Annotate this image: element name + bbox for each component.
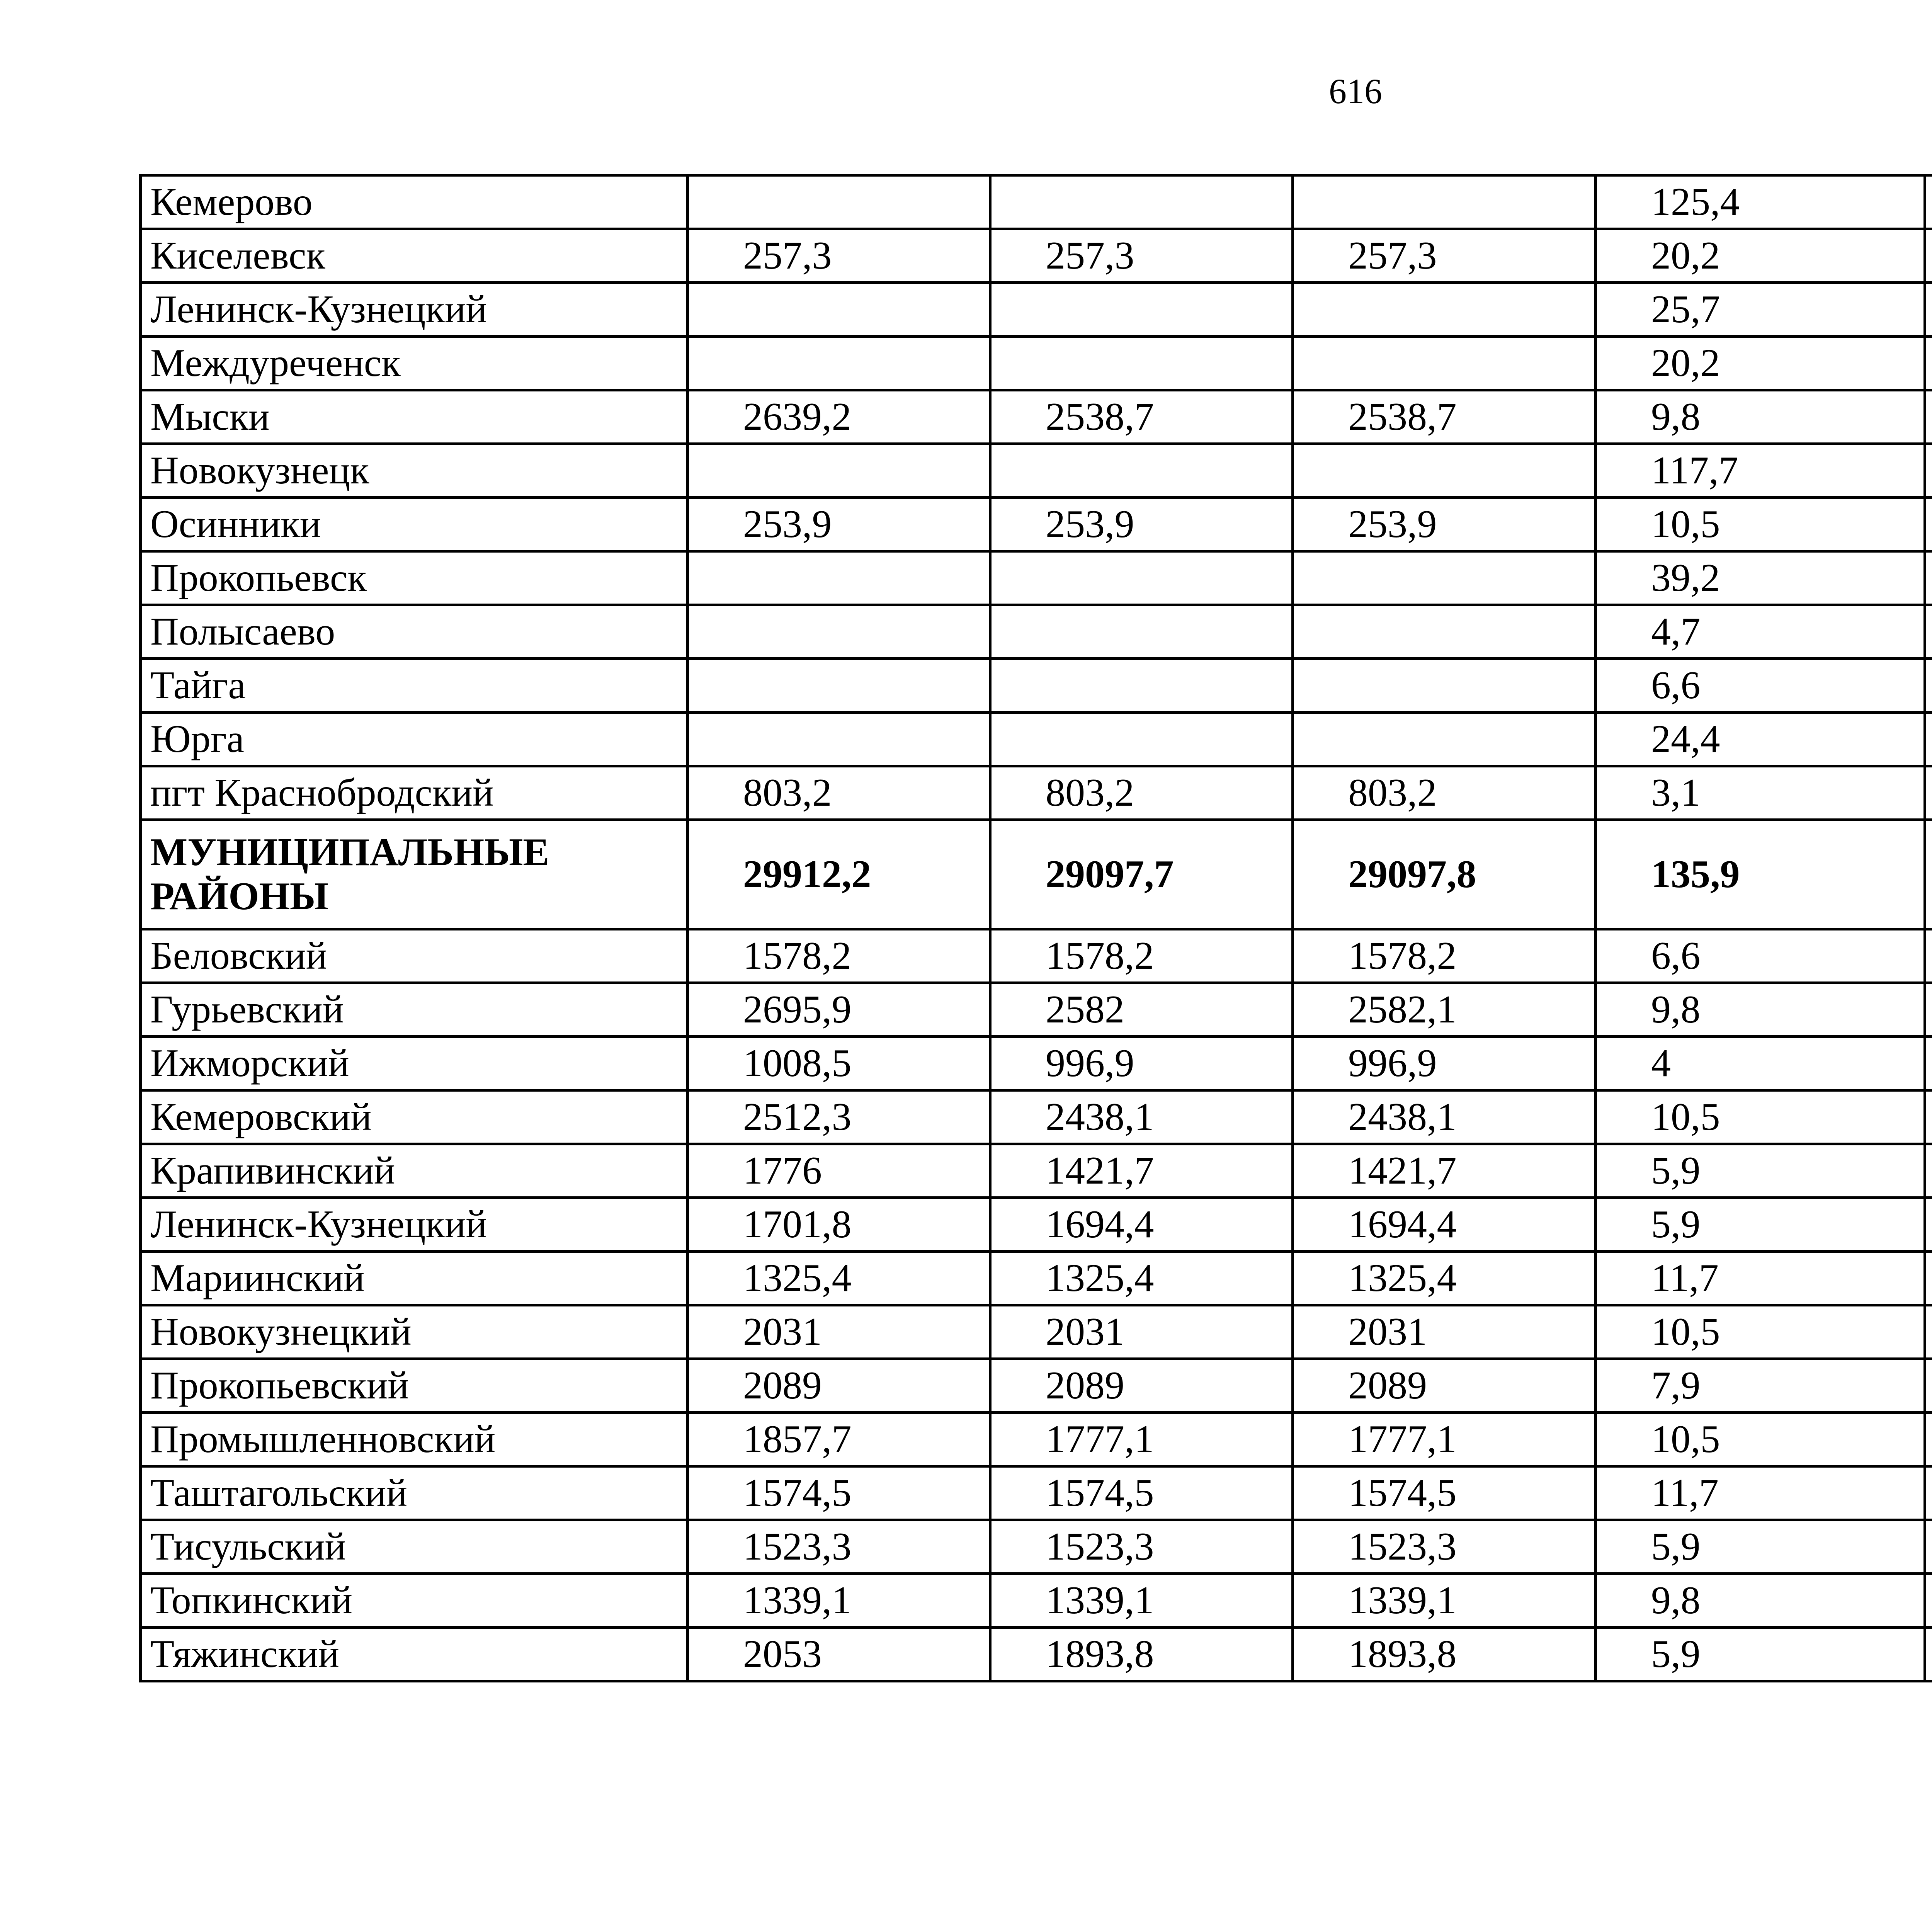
value-cell: 1578,2	[1293, 929, 1596, 983]
value-cell: 2031	[1293, 1305, 1596, 1359]
value-cell	[1293, 175, 1596, 229]
row-name-cell: Промышленновский	[141, 1413, 688, 1466]
row-name-cell: Тайга	[141, 659, 688, 713]
value-cell	[990, 605, 1293, 659]
value-cell	[688, 175, 990, 229]
table-row	[141, 1574, 1932, 1628]
table-row	[141, 444, 1932, 498]
row-name-cell: Кемерово	[141, 175, 688, 229]
row-name-cell: Ленинск-Кузнецкий	[141, 1198, 688, 1252]
value-cell: 1694,4	[1293, 1198, 1596, 1252]
value-cell	[1925, 283, 1932, 337]
value-cell: 1339,1	[1293, 1574, 1596, 1628]
value-cell	[1925, 929, 1932, 983]
row-name-cell: пгт Краснобродский	[141, 766, 688, 820]
value-cell: 9,8	[1596, 983, 1925, 1037]
value-cell: 2582	[990, 983, 1293, 1037]
value-cell: 20,2	[1596, 337, 1925, 390]
value-cell: 253,9	[1293, 498, 1596, 551]
value-cell: 996,9	[990, 1037, 1293, 1090]
value-cell	[688, 444, 990, 498]
value-cell: 5,9	[1596, 1520, 1925, 1574]
table-row	[141, 498, 1932, 551]
table-row	[141, 1466, 1932, 1520]
value-cell	[1925, 498, 1932, 551]
row-name-cell: Междуреченск	[141, 337, 688, 390]
value-cell: 11,7	[1596, 1466, 1925, 1520]
row-name-cell: Полысаево	[141, 605, 688, 659]
value-cell	[1925, 713, 1932, 766]
value-cell: 10,5	[1596, 498, 1925, 551]
page-number: 616	[1329, 71, 1382, 111]
value-cell	[1293, 551, 1596, 605]
value-cell: 2089	[1293, 1359, 1596, 1413]
value-cell: 10,5	[1596, 1305, 1925, 1359]
value-cell: 2538,7	[1293, 390, 1596, 444]
table-row	[141, 1252, 1932, 1305]
value-cell: 1325,4	[990, 1252, 1293, 1305]
row-name-cell: Новокузнецк	[141, 444, 688, 498]
value-cell: 24,4	[1596, 713, 1925, 766]
value-cell: 29097,7	[990, 820, 1293, 929]
value-cell	[1293, 659, 1596, 713]
table-row	[141, 390, 1932, 444]
value-cell: 117,7	[1596, 444, 1925, 498]
value-cell: 39,2	[1596, 551, 1925, 605]
value-cell: 1523,3	[990, 1520, 1293, 1574]
value-cell: 803,2	[1293, 766, 1596, 820]
value-cell: 6,6	[1596, 659, 1925, 713]
value-cell: 257,3	[990, 229, 1293, 283]
value-cell: 2639,2	[688, 390, 990, 444]
value-cell	[1925, 229, 1932, 283]
value-cell	[990, 283, 1293, 337]
row-name-cell: Ленинск-Кузнецкий	[141, 283, 688, 337]
row-name-cell: Мариинский	[141, 1252, 688, 1305]
value-cell: 996,9	[1293, 1037, 1596, 1090]
value-cell	[688, 337, 990, 390]
row-name-cell: Таштагольский	[141, 1466, 688, 1520]
value-cell	[688, 713, 990, 766]
value-cell: 1776	[688, 1144, 990, 1198]
table-row	[141, 1198, 1932, 1252]
value-cell: 1694,4	[990, 1198, 1293, 1252]
value-cell: 29097,8	[1293, 820, 1596, 929]
row-name-cell: Киселевск	[141, 229, 688, 283]
value-cell	[1925, 1252, 1932, 1305]
value-cell: 2053	[688, 1628, 990, 1681]
table-row	[141, 1144, 1932, 1198]
value-cell	[1293, 444, 1596, 498]
value-cell: 2695,9	[688, 983, 990, 1037]
value-cell	[688, 283, 990, 337]
value-cell: 1325,4	[688, 1252, 990, 1305]
value-cell: 4,7	[1596, 605, 1925, 659]
table-row	[141, 1305, 1932, 1359]
value-cell	[1925, 766, 1932, 820]
row-name-cell: Тяжинский	[141, 1628, 688, 1681]
value-cell: 2438,1	[990, 1090, 1293, 1144]
value-cell: 1893,8	[990, 1628, 1293, 1681]
value-cell	[1925, 1198, 1932, 1252]
value-cell: 257,3	[688, 229, 990, 283]
value-cell	[990, 659, 1293, 713]
value-cell: 1421,7	[1293, 1144, 1596, 1198]
value-cell: 5,9	[1596, 1628, 1925, 1681]
value-cell: 2512,3	[688, 1090, 990, 1144]
value-cell	[990, 551, 1293, 605]
value-cell: 253,9	[990, 498, 1293, 551]
value-cell	[1925, 175, 1932, 229]
table-row	[141, 659, 1932, 713]
value-cell	[1925, 605, 1932, 659]
value-cell: 9,8	[1596, 390, 1925, 444]
value-cell	[1925, 444, 1932, 498]
value-cell	[1925, 1466, 1932, 1520]
value-cell: 1523,3	[688, 1520, 990, 1574]
row-name-cell: Топкинский	[141, 1574, 688, 1628]
value-cell: 1339,1	[990, 1574, 1293, 1628]
table-row	[141, 175, 1932, 229]
value-cell	[1293, 283, 1596, 337]
value-cell: 2438,1	[1293, 1090, 1596, 1144]
value-cell	[1925, 983, 1932, 1037]
row-name-cell: Прокопьевский	[141, 1359, 688, 1413]
table-row	[141, 337, 1932, 390]
value-cell: 253,9	[688, 498, 990, 551]
value-cell	[990, 175, 1293, 229]
table-row	[141, 929, 1932, 983]
value-cell: 9,8	[1596, 1574, 1925, 1628]
table-row	[141, 1037, 1932, 1090]
value-cell: 1578,2	[990, 929, 1293, 983]
row-name-cell: МУНИЦИПАЛЬНЫЕ РАЙОНЫ	[141, 820, 688, 929]
value-cell: 1857,7	[688, 1413, 990, 1466]
value-cell	[1925, 820, 1932, 929]
value-cell	[990, 444, 1293, 498]
value-cell	[1925, 1628, 1932, 1681]
value-cell: 20,2	[1596, 229, 1925, 283]
value-cell	[990, 713, 1293, 766]
value-cell	[1293, 605, 1596, 659]
value-cell: 5,9	[1596, 1144, 1925, 1198]
value-cell: 2089	[990, 1359, 1293, 1413]
row-name-cell: Тисульский	[141, 1520, 688, 1574]
row-name-cell: Осинники	[141, 498, 688, 551]
value-cell: 1574,5	[688, 1466, 990, 1520]
value-cell	[1925, 1413, 1932, 1466]
value-cell	[990, 337, 1293, 390]
value-cell: 10,5	[1596, 1413, 1925, 1466]
value-cell	[688, 659, 990, 713]
value-cell: 1008,5	[688, 1037, 990, 1090]
value-cell: 4	[1596, 1037, 1925, 1090]
value-cell: 1325,4	[1293, 1252, 1596, 1305]
table-row	[141, 229, 1932, 283]
table-row	[141, 1520, 1932, 1574]
value-cell: 2031	[688, 1305, 990, 1359]
table-row	[141, 983, 1932, 1037]
value-cell	[1925, 1574, 1932, 1628]
value-cell: 125,4	[1596, 175, 1925, 229]
value-cell	[688, 605, 990, 659]
row-name-cell: Ижморский	[141, 1037, 688, 1090]
value-cell: 1574,5	[1293, 1466, 1596, 1520]
row-name-cell: Кемеровский	[141, 1090, 688, 1144]
value-cell: 1578,2	[688, 929, 990, 983]
table-row	[141, 605, 1932, 659]
row-name-cell: Прокопьевск	[141, 551, 688, 605]
row-name-cell: Мыски	[141, 390, 688, 444]
table-row	[141, 1413, 1932, 1466]
table-row	[141, 1090, 1932, 1144]
value-cell	[1925, 1520, 1932, 1574]
value-cell: 1421,7	[990, 1144, 1293, 1198]
value-cell: 10,5	[1596, 1090, 1925, 1144]
table-row	[141, 1359, 1932, 1413]
value-cell: 25,7	[1596, 283, 1925, 337]
value-cell: 6,6	[1596, 929, 1925, 983]
row-name-cell: Юрга	[141, 713, 688, 766]
value-cell: 1777,1	[990, 1413, 1293, 1466]
table-row	[141, 551, 1932, 605]
value-cell: 5,9	[1596, 1198, 1925, 1252]
value-cell: 257,3	[1293, 229, 1596, 283]
value-cell: 2538,7	[990, 390, 1293, 444]
value-cell: 29912,2	[688, 820, 990, 929]
value-cell	[1925, 390, 1932, 444]
data-table	[139, 174, 1932, 1682]
value-cell: 803,2	[688, 766, 990, 820]
value-cell: 2089	[688, 1359, 990, 1413]
value-cell: 1701,8	[688, 1198, 990, 1252]
value-cell	[1925, 1037, 1932, 1090]
value-cell	[1925, 1144, 1932, 1198]
value-cell: 1574,5	[990, 1466, 1293, 1520]
row-name-cell: Крапивинский	[141, 1144, 688, 1198]
value-cell: 1777,1	[1293, 1413, 1596, 1466]
row-name-cell: Новокузнецкий	[141, 1305, 688, 1359]
value-cell: 2582,1	[1293, 983, 1596, 1037]
table-row	[141, 713, 1932, 766]
value-cell	[1293, 713, 1596, 766]
value-cell: 2031	[990, 1305, 1293, 1359]
value-cell: 3,1	[1596, 766, 1925, 820]
value-cell	[1925, 1090, 1932, 1144]
value-cell: 7,9	[1596, 1359, 1925, 1413]
value-cell	[1925, 1359, 1932, 1413]
value-cell	[1925, 1305, 1932, 1359]
table-row	[141, 283, 1932, 337]
table-row-total	[141, 820, 1932, 929]
table-row	[141, 1628, 1932, 1681]
value-cell: 1893,8	[1293, 1628, 1596, 1681]
value-cell: 11,7	[1596, 1252, 1925, 1305]
value-cell	[688, 551, 990, 605]
table-body	[141, 175, 1932, 1681]
value-cell	[1925, 551, 1932, 605]
value-cell: 803,2	[990, 766, 1293, 820]
value-cell	[1925, 337, 1932, 390]
value-cell: 1339,1	[688, 1574, 990, 1628]
value-cell	[1293, 337, 1596, 390]
value-cell: 135,9	[1596, 820, 1925, 929]
table-row	[141, 766, 1932, 820]
value-cell: 1523,3	[1293, 1520, 1596, 1574]
row-name-cell: Гурьевский	[141, 983, 688, 1037]
value-cell	[1925, 659, 1932, 713]
row-name-cell: Беловский	[141, 929, 688, 983]
